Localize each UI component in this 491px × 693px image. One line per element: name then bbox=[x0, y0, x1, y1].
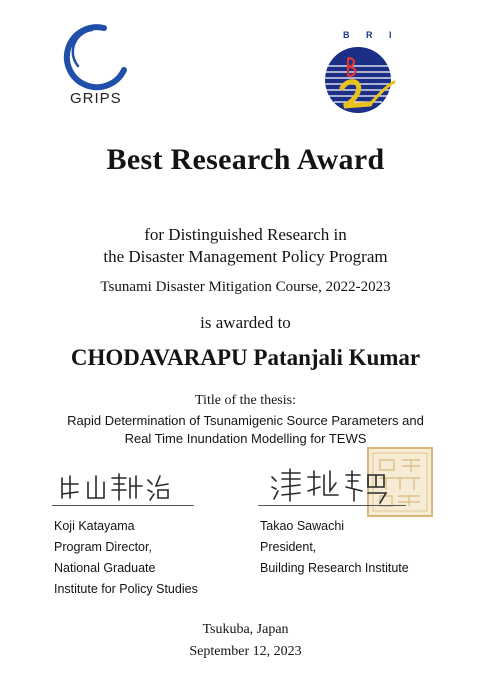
thesis-title-line-1: Rapid Determination of Tsunamigenic Source Parameters and bbox=[67, 413, 424, 428]
signature-katayama bbox=[56, 468, 174, 502]
grips-logo-text: GRIPS bbox=[70, 90, 122, 107]
award-line-2: the Disaster Management Policy Program bbox=[103, 247, 388, 266]
signatory-right bbox=[260, 516, 409, 579]
award-place: Tsukuba, Japan bbox=[202, 622, 289, 637]
course-line: Tsunami Disaster Mitigation Course, 2022-2023 bbox=[100, 279, 391, 295]
recipient-name: CHODAVARAPU Patanjali Kumar bbox=[70, 345, 421, 370]
signatory-left-name: Koji Katayama bbox=[54, 519, 135, 533]
award-line-1: for Distinguished Research in bbox=[144, 225, 347, 244]
signatory-right-org-1: Building Research Institute bbox=[260, 561, 409, 575]
signatory-left-org-1: National Graduate bbox=[54, 561, 156, 575]
signatory-right-title: President, bbox=[260, 540, 317, 554]
signatory-left-org-2: Institute for Policy Studies bbox=[54, 582, 198, 596]
thesis-label: Title of the thesis: bbox=[195, 393, 296, 408]
signatory-left bbox=[54, 516, 198, 600]
thesis-title-line-2: Real Time Inundation Modelling for TEWS bbox=[124, 431, 367, 446]
awarded-to-line: is awarded to bbox=[200, 313, 291, 332]
signatory-right-name: Takao Sawachi bbox=[260, 519, 345, 533]
award-date: September 12, 2023 bbox=[189, 644, 302, 659]
signature-sawachi bbox=[268, 465, 390, 505]
award-title: Best Research Award bbox=[106, 143, 385, 176]
bri-logo bbox=[314, 30, 404, 116]
signature-line-right bbox=[258, 505, 406, 506]
signature-line-left bbox=[52, 505, 194, 506]
signatory-left-title: Program Director, bbox=[54, 540, 152, 554]
bri-logo-text: B R I bbox=[343, 30, 399, 40]
